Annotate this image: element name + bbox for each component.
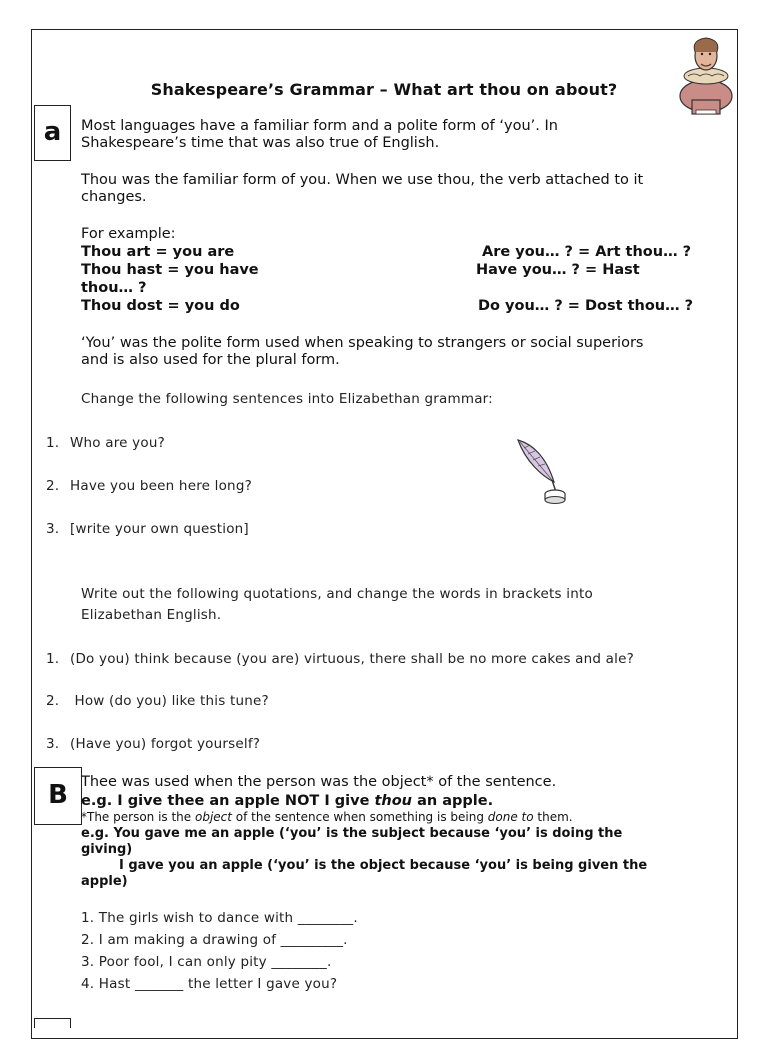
- example-left-4: Thou dost = you do: [81, 298, 240, 314]
- object-example-line-2: apple): [81, 874, 128, 889]
- intro-line-1: Most languages have a familiar form and a polite form of ‘you’. In: [81, 118, 558, 134]
- quote-instruction-1: Write out the following quotations, and change the words in brackets into: [81, 586, 593, 602]
- example-left-3: thou… ?: [81, 280, 147, 296]
- quotation-3: 3. (Have you) forgot yourself?: [46, 736, 261, 752]
- for-example-label: For example:: [81, 226, 176, 242]
- example-left-1: Thou art = you are: [81, 244, 235, 260]
- example-right-4: Do you… ? = Dost thou… ?: [478, 298, 694, 314]
- thou-line-1: Thou was the familiar form of you. When we use thou, the verb attached to it: [81, 172, 644, 188]
- example-right-1: Are you… ? = Art thou… ?: [482, 244, 692, 260]
- example-thee: e.g. I give thee an apple NOT I give thou an apple.: [81, 793, 494, 809]
- exercise-3: 3. Poor fool, I can only pity ________.: [81, 954, 332, 970]
- quote-instruction-2: Elizabethan English.: [81, 607, 222, 623]
- exercise-4: 4. Hast _______ the letter I gave you?: [81, 976, 338, 992]
- object-note: *The person is the object of the sentence when something is being done to them.: [81, 810, 573, 824]
- page-title: Shakespeare’s Grammar – What art thou on about?: [150, 80, 618, 99]
- question-1: 1. Who are you?: [46, 435, 165, 451]
- quotation-1: 1. (Do you) think because (you are) virtuous, there shall be no more cakes and ale?: [46, 651, 634, 667]
- exercise-2: 2. I am making a drawing of _________.: [81, 932, 348, 948]
- exercise-1: 1. The girls wish to dance with ________.: [81, 910, 358, 926]
- polite-line-2: and is also used for the plural form.: [81, 352, 340, 368]
- section-c-box-partial: [34, 1018, 71, 1028]
- question-2: 2. Have you been here long?: [46, 478, 252, 494]
- subject-example-line-1: e.g. You gave me an apple (‘you’ is the subject because ‘you’ is doing the: [81, 826, 623, 841]
- polite-line-1: ‘You’ was the polite form used when speaking to strangers or social superiors: [81, 335, 644, 351]
- object-example-line-1: I gave you an apple (‘you’ is the object because ‘you’ is being given the: [119, 858, 648, 873]
- thee-line: Thee was used when the person was the object* of the sentence.: [81, 774, 557, 790]
- change-instruction: Change the following sentences into Elizabethan grammar:: [81, 391, 493, 407]
- thou-line-2: changes.: [81, 189, 147, 205]
- example-right-2: Have you… ? = Hast: [476, 262, 640, 278]
- quotation-2: 2. How (do you) like this tune?: [46, 693, 269, 709]
- quill-ink-icon: [512, 436, 568, 506]
- section-b-label: B: [34, 767, 82, 825]
- shakespeare-portrait-icon: [670, 34, 742, 116]
- intro-line-2: Shakespeare’s time that was also true of English.: [81, 135, 440, 151]
- subject-example-line-2: giving): [81, 842, 133, 857]
- section-a-label: a: [34, 105, 71, 161]
- example-left-2: Thou hast = you have: [81, 262, 259, 278]
- question-3: 3. [write your own question]: [46, 521, 249, 537]
